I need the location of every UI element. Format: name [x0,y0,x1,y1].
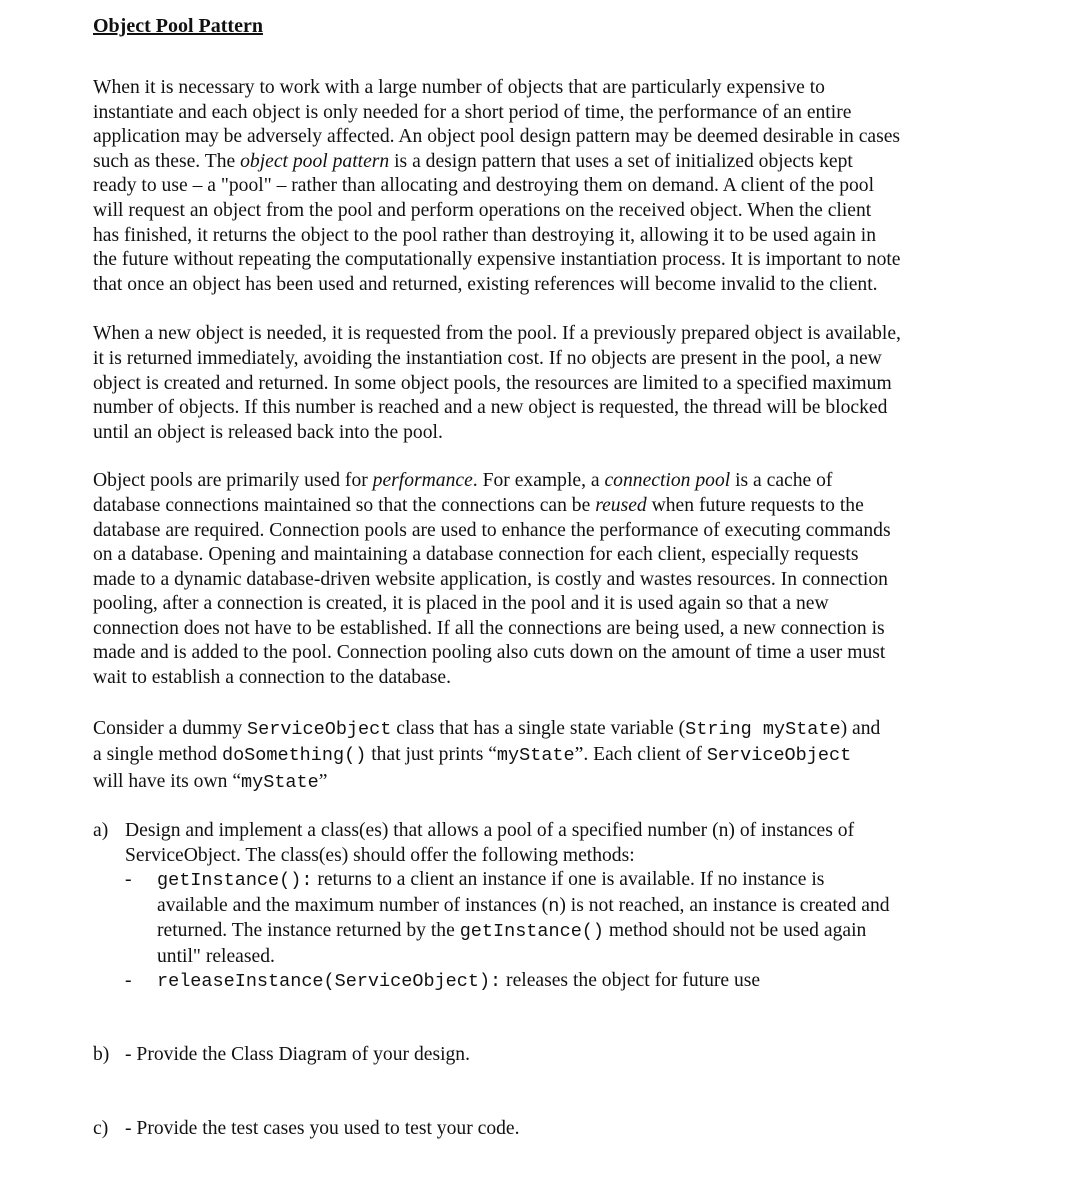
paragraph-new-object [93,322,993,445]
paragraph-performance [93,469,993,690]
text-span: that just prints “ [366,744,497,766]
code-span: String myState [685,718,841,740]
text-span: such as these. The [93,150,241,172]
code-span: ServiceObject [247,718,392,740]
document-page [93,14,993,1159]
text-line: made and is added to the pool. Connection pooling also cuts down on the amount of time a user must [93,642,886,664]
code-span: myState [241,771,319,793]
method-description [157,969,760,995]
text-line [157,894,890,920]
text-span: . For example, a [472,470,605,492]
text-line [157,969,760,995]
question-list [93,819,993,1159]
text-line [157,868,890,894]
question-text: - Provide the Class Diagram of your design. [125,1044,471,1066]
text-line: made to a dynamic database-driven website application, is costly and wastes resources. In connection [93,568,888,590]
text-line [93,742,993,769]
text-span: ” [318,770,328,792]
document-title: Object Pool Pattern [93,15,263,37]
emphasis-text: reused [595,494,647,516]
text-line: database are required. Connection pools are used to enhance the performance of executing commands [93,519,891,541]
text-span: will have its own “ [93,770,242,792]
text-span: Consider a dummy [93,717,248,739]
text-line: it is returned immediately, avoiding the instantiation cost. If no objects are present in the pool, a new [93,347,882,369]
text-line: object is created and returned. In some object pools, the resources are limited to a specified maximum [93,372,892,394]
question-text: - Provide the test cases you used to test your code. [125,1118,520,1140]
method-get-instance [93,868,993,968]
code-span: ServiceObject [706,745,852,767]
text-span: ”. Each client of [574,744,707,766]
paragraph-service-object [93,716,993,796]
bullet-dash: - [125,970,132,992]
text-line: When it is necessary to work with a large number of objects that are particularly expensive to [93,77,825,98]
text-line: until an object is released back into the pool. [93,421,443,443]
text-span: available and the maximum number of instances ( [157,894,549,916]
text-line [93,716,993,743]
text-span: class that has a single state variable ( [391,717,686,739]
code-span: myState [496,745,575,767]
method-description [157,868,890,969]
text-span: ) and [840,717,881,739]
text-line [93,150,993,175]
code-span: doSomething() [221,745,367,767]
code-span: getInstance(): [157,870,313,892]
text-line: instantiate and each object is only needed for a short period of time, the performance of an entire [93,101,852,123]
text-line: pooling, after a connection is created, it is placed in the pool and it is used again so that a new [93,593,829,615]
text-line [93,469,993,494]
question-label: a) [93,820,109,842]
text-span: returned. The instance returned by the [157,920,460,942]
question-label: c) [93,1118,109,1140]
text-line: number of objects. If this number is reached and a new object is requested, the thread will be blocked [93,397,888,419]
text-line: the future without repeating the computationally expensive instantiation process. It is important to note [93,249,901,271]
text-span: releases the object for future use [501,970,761,992]
bullet-dash: - [125,869,132,891]
text-line: on a database. Opening and maintaining a database connection for each client, especially requests [93,544,859,566]
text-line [93,769,993,796]
text-line: ready to use – a "pool" – rather than allocating and destroying them on demand. A client of the pool [93,175,875,197]
text-line: will request an object from the pool and perform operations on the received object. When the client [93,199,872,221]
text-line: When a new object is needed, it is requested from the pool. If a previously prepared object is available, [93,323,901,345]
text-span: database connections maintained so that the connections can be [93,494,596,516]
text-span: Object pools are primarily used for [93,470,373,492]
question-label: b) [93,1044,110,1066]
emphasis-text: object pool pattern [240,150,390,172]
text-span: is a design pattern that uses a set of initialized objects kept [389,150,853,172]
text-span: ) is not reached, an instance is created and [559,894,890,916]
text-line: ServiceObject. The class(es) should offer the following methods: [125,844,635,866]
text-span: is a cache of [730,470,833,492]
text-line: application may be adversely affected. An object pool design pattern may be deemed desirable in cases [93,126,901,148]
text-span: returns to a client an instance if one is available. If no instance is [312,869,825,891]
text-line: that once an object has been used and returned, existing references will become invalid to the client. [93,273,878,295]
text-span: method should not be used again [604,920,867,942]
text-line [157,919,890,945]
text-span: when future requests to the [646,494,864,516]
code-span: releaseInstance(ServiceObject): [157,971,502,993]
emphasis-text: connection pool [604,470,731,492]
text-line: wait to establish a connection to the database. [93,667,452,689]
text-line [93,494,993,519]
emphasis-text: performance [372,470,473,492]
text-line: Design and implement a class(es) that allows a pool of a specified number (n) of instances of [125,820,855,842]
text-span: a single method [93,744,222,766]
code-span: getInstance() [459,921,605,943]
question-text [125,819,854,868]
text-line: connection does not have to be established. If all the connections are being used, a new connection is [93,617,885,639]
text-line: has finished, it returns the object to the pool rather than destroying it, allowing it to be used again in [93,224,877,246]
text-line: until" released. [157,945,275,967]
paragraph-intro [93,76,993,297]
code-span: n [548,895,560,917]
